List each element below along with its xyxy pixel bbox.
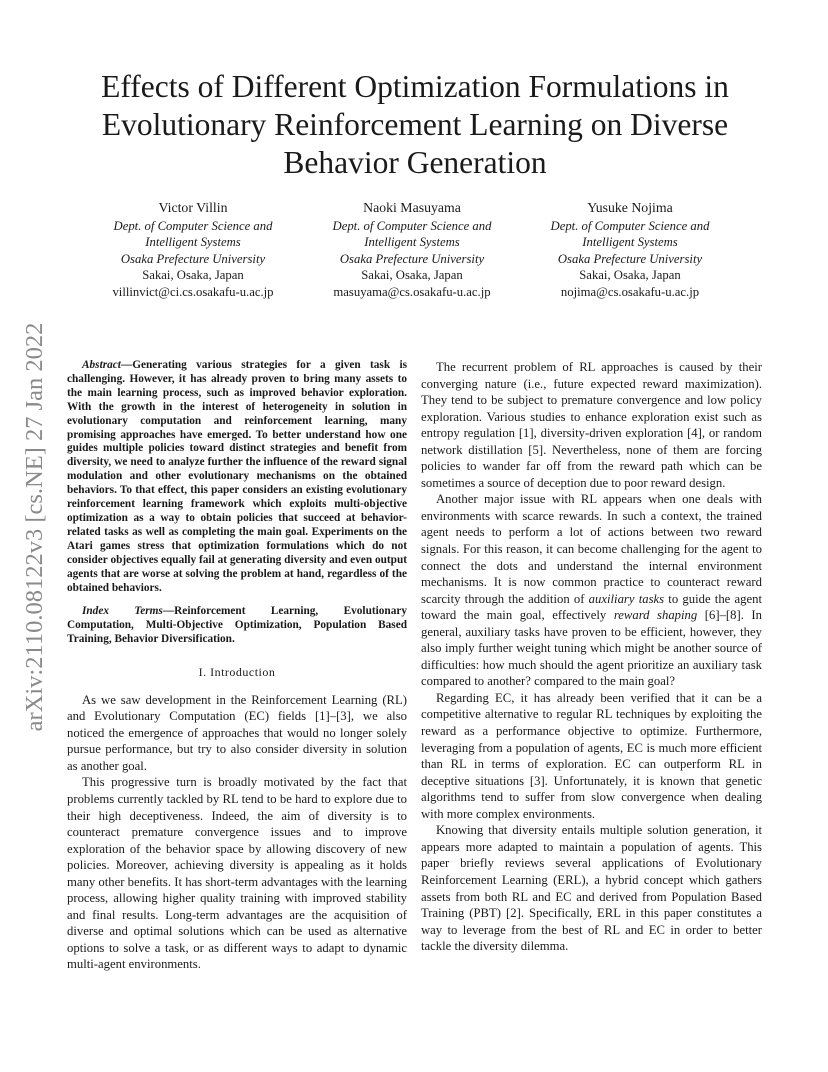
paper-title: Effects of Different Optimization Formulations in Evolutionary Reinforcement Learning on Diverse Behavior Generation xyxy=(101,69,729,180)
right-paragraph-2-part-a: Another major issue with RL appears when one deals with environments with scarce rewards. In such a context, the trained agent needs to perform a lot of actions between two reward signals. For this reason, it can become challenging for the agent to connect the dots and understand the internal environment mechanisms. It is now common practice to counteract reward scarcity through the addition of xyxy=(421,492,762,606)
reward-shaping-term: reward shaping xyxy=(613,608,698,623)
author-location: Sakai, Osaka, Japan xyxy=(361,268,463,283)
section-heading-introduction: I. Introduction xyxy=(198,665,276,680)
author-block-2 xyxy=(297,200,527,301)
author-block-1 xyxy=(78,200,308,301)
author-email: masuyama@cs.osakafu-u.ac.jp xyxy=(333,284,491,299)
right-paragraph-2 xyxy=(421,491,762,690)
abstract-label: Abstract xyxy=(82,359,121,371)
abstract-text: —Generating various strategies for a given task is challenging. However, it has already proven to bring many assets to the main learning process, such as improved behavior exploration. With the growth in the interest of heterogeneity in solution in evolutionary computation and reinforcement learning, many promising approaches have emerged. To better understand how one guides multiple policies toward distinct strategies and benefit from diversity, we need to analyze further the influence of the reward signal modulation and other evolutionary mechanisms on the obtained behaviors. To that effect, this paper considers an existing evolutionary reinforcement learning framework which exploits multi-objective optimization as a way to obtain policies that succeed at behavior-related tasks as well as completing the main goal. Experiments on the Atari games stress that optimization formulations which do not consider objectives equally fail at generating diversity and even output agents that are worse at solving the problem at hand, regardless of the obtained behaviors. xyxy=(67,359,407,594)
author-university: Osaka Prefecture University xyxy=(557,251,703,266)
arxiv-identifier: arXiv:2110.08122v3 [cs.NE] 27 Jan 2022 xyxy=(21,322,48,732)
author-block-3 xyxy=(515,200,745,301)
intro-paragraph-1: As we saw development in the Reinforcement Learning (RL) and Evolutionary Computation (EC) fields [1]–[3], we also noticed the emergence of approaches that would no longer solely pursue performance, but try to also consider diversity in solution as another goal. xyxy=(67,692,407,773)
author-name: Yusuke Nojima xyxy=(587,200,673,215)
author-department-cont: Intelligent Systems xyxy=(364,235,460,250)
author-university: Osaka Prefecture University xyxy=(339,251,485,266)
author-department-cont: Intelligent Systems xyxy=(582,235,678,250)
right-paragraph-2-part-b: to guide the agent toward the main goal, effectively xyxy=(421,591,762,623)
author-department: Dept. of Computer Science and xyxy=(550,218,710,233)
index-terms xyxy=(67,605,407,647)
author-email: nojima@cs.osakafu-u.ac.jp xyxy=(560,284,700,299)
index-terms-label: Index Terms xyxy=(82,605,163,618)
right-paragraph-1: The recurrent problem of RL approaches is caused by their converging nature (i.e., future expected reward maximization). They tend to be subject to premature convergence and low policy exploration. Various studies to enhance exploration exist such as entropy regulation [1], diversity-driven exploration [4], or random network distillation [5]. Nevertheless, none of them are forcing policies to wander far off from the reward path which can be sometimes a source of deception due to poor reward design. xyxy=(421,360,762,490)
author-department: Dept. of Computer Science and xyxy=(332,218,492,233)
author-location: Sakai, Osaka, Japan xyxy=(579,268,681,283)
author-department: Dept. of Computer Science and xyxy=(113,218,273,233)
index-terms-text: —Reinforcement Learning, Evolutionary Computation, Multi-Objective Optimization, Population Based Training, Behavior Diversification. xyxy=(67,605,407,646)
author-name: Naoki Masuyama xyxy=(363,200,461,215)
author-department-cont: Intelligent Systems xyxy=(145,235,241,250)
author-email: villinvict@ci.cs.osakafu-u.ac.jp xyxy=(112,284,274,299)
abstract xyxy=(67,359,407,595)
intro-paragraph-2: This progressive turn is broadly motivated by the fact that problems currently tackled by RL tend to be hard to explore due to their high deceptiveness. Indeed, the aim of diversity is to counteract premature convergence issues and to improve exploration of the behavior space by allowing discovery of new policies. Moreover, achieving diversity is appealing as it holds many other benefits. It has short-term advantages with the learning process, allowing higher quality training with improved stability and final results. Long-term advantages are the acquisition of diverse and optimal solutions which can be used as alternative options to solve a task, or as different ways to adapt to dynamic multi-agent environments. xyxy=(67,775,407,972)
right-paragraph-4: Knowing that diversity entails multiple solution generation, it appears more adapted to maintain a population of agents. This paper briefly reviews several applications of Evolutionary Reinforcement Learning (ERL), a hybrid concept which gathers assets from both RL and EC and derived from Population Based Training (PBT) [2]. Specifically, ERL in this paper constitutes a way to leverage from the best of RL and EC in order to better tackle the diversity dilemma. xyxy=(421,823,762,954)
arxiv-sidebar-stamp xyxy=(22,292,48,762)
left-column xyxy=(67,359,407,973)
author-name: Victor Villin xyxy=(158,200,228,215)
author-university: Osaka Prefecture University xyxy=(120,251,266,266)
right-column xyxy=(421,359,762,955)
right-paragraph-2-part-c: [6]–[8]. In general, auxiliary tasks have proven to be efficient, however, they also imply further weight tuning which might be another source of difficulties: how much should the agent prioritize an auxiliary task compared to another? compared to the main goal? xyxy=(421,608,762,689)
right-paragraph-3: Regarding EC, it has already been verified that it can be a competitive alternative to regular RL techniques by exploiting the reward as a performance objective to optimize. Furthermore, leveraging from a population of agents, EC is much more efficient than RL in terms of exploration. EC can outperform RL in deceptive situations [3]. Unfortunately, it is known that genetic algorithms tend to suffer from slow convergence when dealing with more complex environments. xyxy=(421,690,762,821)
auxiliary-tasks-term: auxiliary tasks xyxy=(588,591,665,606)
author-location: Sakai, Osaka, Japan xyxy=(142,268,244,283)
